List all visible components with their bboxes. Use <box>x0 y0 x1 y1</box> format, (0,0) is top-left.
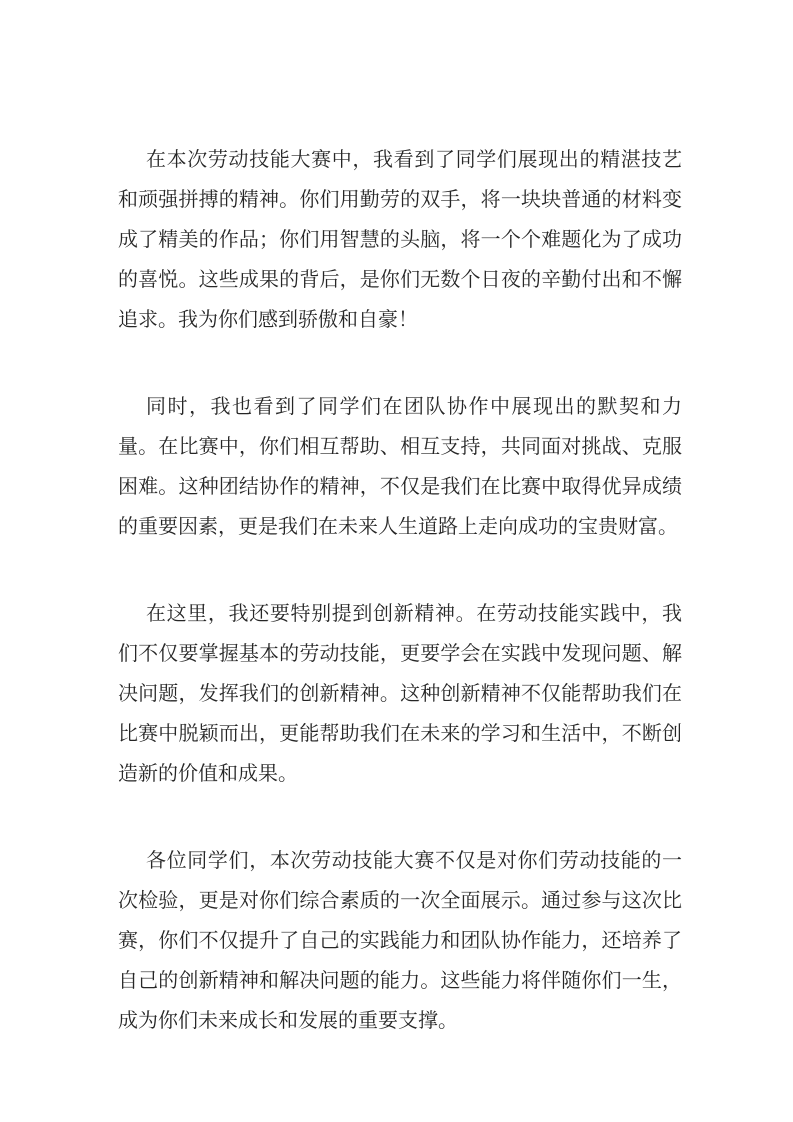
paragraph-skill-and-spirit: 在本次劳动技能大赛中，我看到了同学们展现出的精湛技艺和顽强拼搏的精神。你们用勤劳的双手，将一块块普通的材料变成了精美的作品；你们用智慧的头脑，将一个个难题化为了成功的喜悦。这些成果的背后，是你们无数个日夜的辛勤付出和不懈追求。我为你们感到骄傲和自豪！ <box>118 149 682 331</box>
paragraph-innovation: 在这里，我还要特别提到创新精神。在劳动技能实践中，我们不仅要掌握基本的劳动技能，更要学会在实践中发现问题、解决问题，发挥我们的创新精神。这种创新精神不仅能帮助我们在比赛中脱颖而出，更能帮助我们在未来的学习和生活中，不断创造新的价值和成果。 <box>118 603 682 785</box>
paragraph-summary: 各位同学们，本次劳动技能大赛不仅是对你们劳动技能的一次检验，更是对你们综合素质的一次全面展示。通过参与这次比赛，你们不仅提升了自己的实践能力和团队协作能力，还培养了自己的创新精神和解决问题的能力。这些能力将伴随你们一生，成为你们未来成长和发展的重要支撑。 <box>118 850 682 1032</box>
paragraph-teamwork: 同时，我也看到了同学们在团队协作中展现出的默契和力量。在比赛中，你们相互帮助、相互支持，共同面对挑战、克服困难。这种团结协作的精神，不仅是我们在比赛中取得优异成绩的重要因素，更是我们在未来人生道路上走向成功的宝贵财富。 <box>118 396 682 538</box>
